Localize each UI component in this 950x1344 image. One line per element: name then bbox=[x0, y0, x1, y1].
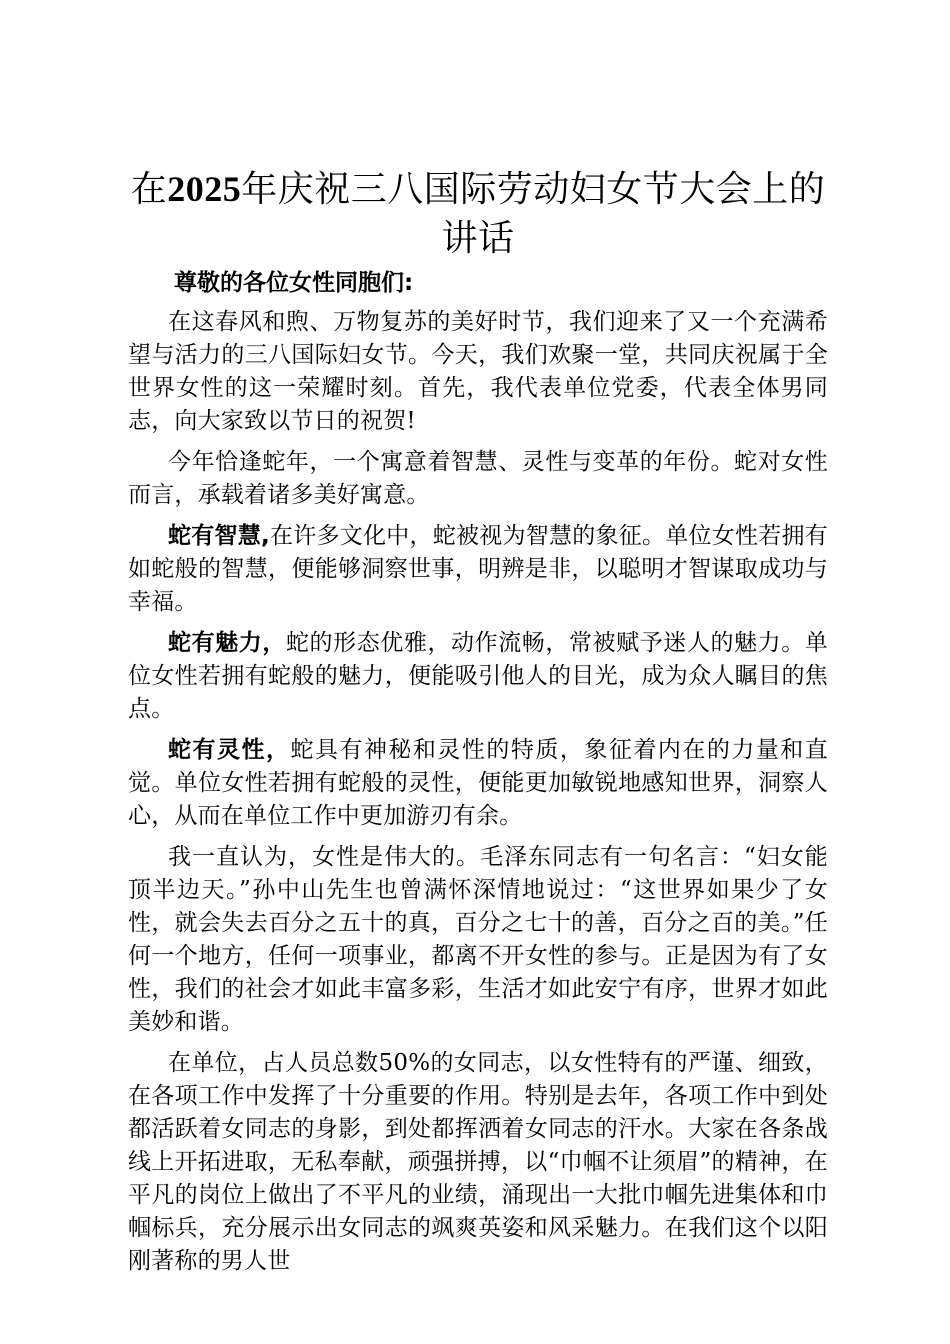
paragraph-text: 今年恰逢蛇年，一个寓意着智慧、灵性与变革的年份。蛇对女性而言，承载着诸多美好寓意。 bbox=[128, 449, 828, 508]
document-page bbox=[128, 165, 828, 1286]
paragraph-3 bbox=[128, 520, 828, 619]
paragraph-1 bbox=[128, 306, 828, 438]
paragraph-6 bbox=[128, 841, 828, 1039]
paragraph-text: 在许多文化中，蛇被视为智慧的象征。单位女性若拥有如蛇般的智慧，便能够洞察世事，明辨是非，以聪明才智谋取成功与幸福。 bbox=[128, 523, 828, 615]
paragraph-lead-bold: 蛇有魅力， bbox=[168, 630, 286, 656]
paragraph-4 bbox=[128, 627, 828, 726]
paragraph-lead-bold: 蛇有智慧, bbox=[168, 523, 270, 549]
title-rest: 年庆祝三八国际劳动妇女节大会上的讲话 bbox=[241, 169, 826, 259]
paragraph-text: 我一直认为，女性是伟大的。毛泽东同志有一句名言：“妇女能顶半边天。”孙中山先生也曾满怀深情地说过：“这世界如果少了女性，就会失去百分之五十的真，百分之七十的善，百分之百的美。”任何一个地方，任何一项事业，都离不开女性的参与。正是因为有了女性，我们的社会才如此丰富多彩，生活才如此安宁有序，世界才如此美妙和谐。 bbox=[128, 844, 828, 1035]
title-year: 2025 bbox=[167, 169, 242, 209]
paragraph-5 bbox=[128, 734, 828, 833]
paragraph-7 bbox=[128, 1047, 828, 1278]
paragraph-text: 蛇具有神秘和灵性的特质，象征着内在的力量和直觉。单位女性若拥有蛇般的灵性，便能更加敏锐地感知世界，洞察人心，从而在单位工作中更加游刃有余。 bbox=[128, 737, 829, 829]
paragraph-text: 在这春风和煦、万物复苏的美好时节，我们迎来了又一个充满希望与活力的三八国际妇女节。今天，我们欢聚一堂，共同庆祝属于全世界女性的这一荣耀时刻。首先，我代表单位党委，代表全体男同志，向大家致以节日的祝贺! bbox=[128, 309, 828, 434]
paragraph-lead-bold: 蛇有灵性， bbox=[168, 737, 291, 763]
title-prefix: 在 bbox=[130, 169, 168, 210]
paragraph-text: 蛇的形态优雅，动作流畅，常被赋予迷人的魅力。单位女性若拥有蛇般的魅力，便能吸引他人的目光，成为众人瞩目的焦点。 bbox=[128, 630, 829, 722]
document-title bbox=[128, 165, 828, 263]
paragraph-text: 在单位，占人员总数50%的女同志，以女性特有的严谨、细致，在各项工作中发挥了十分重要的作用。特别是去年，各项工作中到处都活跃着女同志的身影，到处都挥洒着女同志的汗水。大家在各条战线上开拓进取，无私奉献，顽强拼搏，以“巾帼不让须眉”的精神，在平凡的岗位上做出了不平凡的业绩，涌现出一大批巾帼先进集体和巾帼标兵，充分展示出女同志的飒爽英姿和风采魅力。在我们这个以阳刚著称的男人世 bbox=[128, 1050, 828, 1274]
salutation: 尊敬的各位女性同胞们: bbox=[174, 270, 414, 296]
paragraph-2 bbox=[128, 446, 828, 512]
